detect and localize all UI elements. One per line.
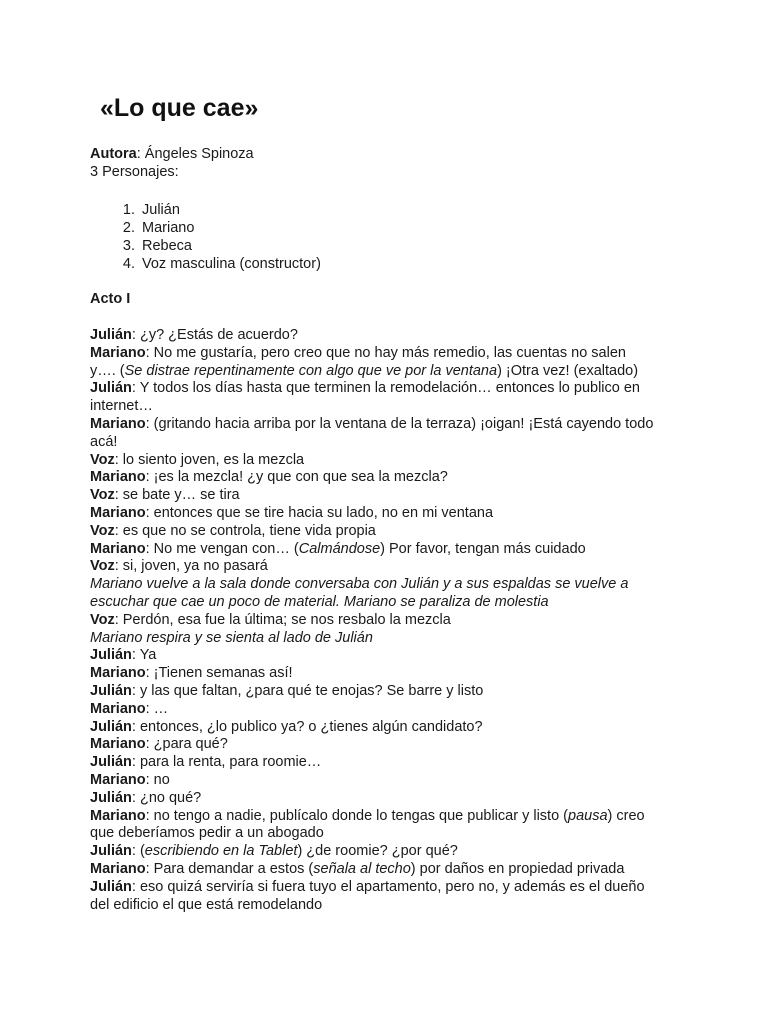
speaker-name: Julián <box>90 327 132 343</box>
list-number: 2. <box>122 220 135 236</box>
dialogue-line <box>90 345 690 363</box>
dialogue-text: : entonces que se tire hacia su lado, no en mi ventana <box>145 504 494 521</box>
speaker-name: Voz <box>90 611 115 628</box>
dialogue-text: del edificio el que está remodelando <box>90 896 323 913</box>
character-name: Rebeca <box>142 238 192 254</box>
dialogue-body <box>90 327 690 914</box>
stage-direction: Mariano respira y se sienta al lado de Julián <box>90 629 373 646</box>
list-number: 3. <box>122 238 135 254</box>
dialogue-text: ) por daños en propiedad privada <box>410 860 625 877</box>
dialogue-text: : ( <box>131 843 145 860</box>
dialogue-text: : Perdón, esa fue la última; se nos resbalo la mezcla <box>114 611 451 628</box>
speaker-name: Mariano <box>90 736 146 753</box>
dialogue-line <box>90 380 690 398</box>
dialogue-line <box>90 736 690 754</box>
dialogue-text: : no <box>145 771 170 788</box>
dialogue-line <box>90 398 690 416</box>
stage-direction: señala al techo <box>313 860 411 877</box>
speaker-name: Mariano <box>90 504 146 521</box>
speaker-name: Voz <box>90 558 115 575</box>
dialogue-line <box>90 363 690 381</box>
character-item <box>110 237 321 255</box>
character-name: Mariano <box>142 220 195 236</box>
dialogue-line <box>90 897 690 915</box>
stage-direction: escribiendo en la Tablet <box>144 843 298 860</box>
dialogue-text: : si, joven, ya no pasará <box>114 558 268 575</box>
dialogue-line <box>90 505 690 523</box>
dialogue-line <box>90 576 690 594</box>
dialogue-line <box>90 825 690 843</box>
character-item <box>110 255 321 273</box>
character-name: Voz masculina (constructor) <box>142 256 321 272</box>
speaker-name: Mariano <box>90 415 146 432</box>
speaker-name: Mariano <box>90 344 146 361</box>
dialogue-text: y…. ( <box>90 362 125 379</box>
characters-count: 3 Personajes: <box>90 164 179 180</box>
speaker-name: Mariano <box>90 540 146 557</box>
dialogue-line <box>90 861 690 879</box>
speaker-name: Mariano <box>90 700 146 717</box>
speaker-name: Mariano <box>90 665 146 682</box>
speaker-name: Voz <box>90 451 115 468</box>
speaker-name: Mariano <box>90 771 146 788</box>
speaker-name: Julián <box>90 380 132 397</box>
dialogue-text: : y las que faltan, ¿para qué te enojas? Se barre y listo <box>131 682 484 699</box>
dialogue-text: ) ¡Otra vez! (exaltado) <box>497 362 639 379</box>
dialogue-text: : No me vengan con… ( <box>145 540 299 557</box>
dialogue-line <box>90 434 690 452</box>
speaker-name: Voz <box>90 487 115 504</box>
list-number: 1. <box>122 202 135 218</box>
act-heading: Acto I <box>90 291 131 307</box>
speaker-name: Julián <box>90 682 132 699</box>
dialogue-text: : Y todos los días hasta que terminen la remodelación… entonces lo publico en <box>131 380 640 397</box>
character-name: Julián <box>142 202 180 218</box>
dialogue-line <box>90 541 690 559</box>
dialogue-text: : Para demandar a estos ( <box>145 860 314 877</box>
dialogue-text: : ¿para qué? <box>145 736 228 753</box>
dialogue-text: : entonces, ¿lo publico ya? o ¿tienes algún candidato? <box>131 718 483 735</box>
dialogue-text: : lo siento joven, es la mezcla <box>114 451 305 468</box>
dialogue-text: que deberíamos pedir a un abogado <box>90 825 324 842</box>
dialogue-line <box>90 558 690 576</box>
speaker-name: Voz <box>90 522 115 539</box>
dialogue-line <box>90 469 690 487</box>
speaker-name: Julián <box>90 789 132 806</box>
dialogue-text: ) ¿de roomie? ¿por qué? <box>297 843 458 860</box>
dialogue-line <box>90 772 690 790</box>
character-item <box>110 201 321 219</box>
dialogue-line <box>90 719 690 737</box>
dialogue-text: : ¿y? ¿Estás de acuerdo? <box>131 327 298 343</box>
speaker-name: Mariano <box>90 469 146 486</box>
author-name: : Ángeles Spinoza <box>136 146 254 162</box>
stage-direction: escuchar que cae un poco de material. Mariano se paraliza de molestia <box>90 593 549 610</box>
speaker-name: Julián <box>90 718 132 735</box>
dialogue-text: internet… <box>90 398 153 415</box>
dialogue-line <box>90 594 690 612</box>
dialogue-line <box>90 523 690 541</box>
dialogue-text: : eso quizá serviría si fuera tuyo el apartamento, pero no, y además es el dueño <box>131 878 645 895</box>
stage-direction: Calmándose <box>298 540 381 557</box>
character-item <box>110 219 321 237</box>
speaker-name: Mariano <box>90 860 146 877</box>
speaker-name: Julián <box>90 878 132 895</box>
author-block <box>90 145 254 181</box>
dialogue-line <box>90 612 690 630</box>
list-number: 4. <box>122 256 135 272</box>
speaker-name: Julián <box>90 754 132 771</box>
dialogue-text: : (gritando hacia arriba por la ventana de la terraza) ¡oigan! ¡Está cayendo todo <box>145 415 654 432</box>
stage-direction: Se distrae repentinamente con algo que ve por la ventana <box>124 362 498 379</box>
dialogue-line <box>90 701 690 719</box>
dialogue-text: : es que no se controla, tiene vida propia <box>114 522 376 539</box>
dialogue-line <box>90 452 690 470</box>
dialogue-line <box>90 487 690 505</box>
author-line <box>90 145 254 163</box>
dialogue-line <box>90 630 690 648</box>
stage-direction: pausa <box>568 807 608 824</box>
dialogue-line <box>90 843 690 861</box>
dialogue-text: ) Por favor, tengan más cuidado <box>380 540 586 557</box>
dialogue-line <box>90 416 690 434</box>
page-title: «Lo que cae» <box>100 94 259 122</box>
dialogue-text: : se bate y… se tira <box>114 487 240 504</box>
author-label: Autora <box>90 146 137 162</box>
dialogue-text: ) creo <box>607 807 645 824</box>
dialogue-text: acá! <box>90 433 118 450</box>
dialogue-line <box>90 327 690 345</box>
speaker-name: Julián <box>90 647 132 664</box>
dialogue-text: : … <box>145 700 169 717</box>
character-list <box>110 201 321 273</box>
dialogue-text: : no tengo a nadie, publícalo donde lo tengas que publicar y listo ( <box>145 807 568 824</box>
dialogue-text: : Ya <box>131 647 157 664</box>
stage-direction: Mariano vuelve a la sala donde conversaba con Julián y a sus espaldas se vuelve a <box>90 576 629 593</box>
dialogue-line <box>90 647 690 665</box>
dialogue-line <box>90 879 690 897</box>
speaker-name: Julián <box>90 843 132 860</box>
dialogue-line <box>90 808 690 826</box>
dialogue-line <box>90 754 690 772</box>
dialogue-text: : ¡Tienen semanas así! <box>145 665 293 682</box>
dialogue-line <box>90 790 690 808</box>
dialogue-text: : ¿no qué? <box>131 789 202 806</box>
dialogue-text: : para la renta, para roomie… <box>131 754 322 771</box>
dialogue-text: : ¡es la mezcla! ¿y que con que sea la mezcla? <box>145 469 448 486</box>
dialogue-line <box>90 683 690 701</box>
dialogue-text: : No me gustaría, pero creo que no hay más remedio, las cuentas no salen <box>145 344 626 361</box>
dialogue-line <box>90 665 690 683</box>
speaker-name: Mariano <box>90 807 146 824</box>
